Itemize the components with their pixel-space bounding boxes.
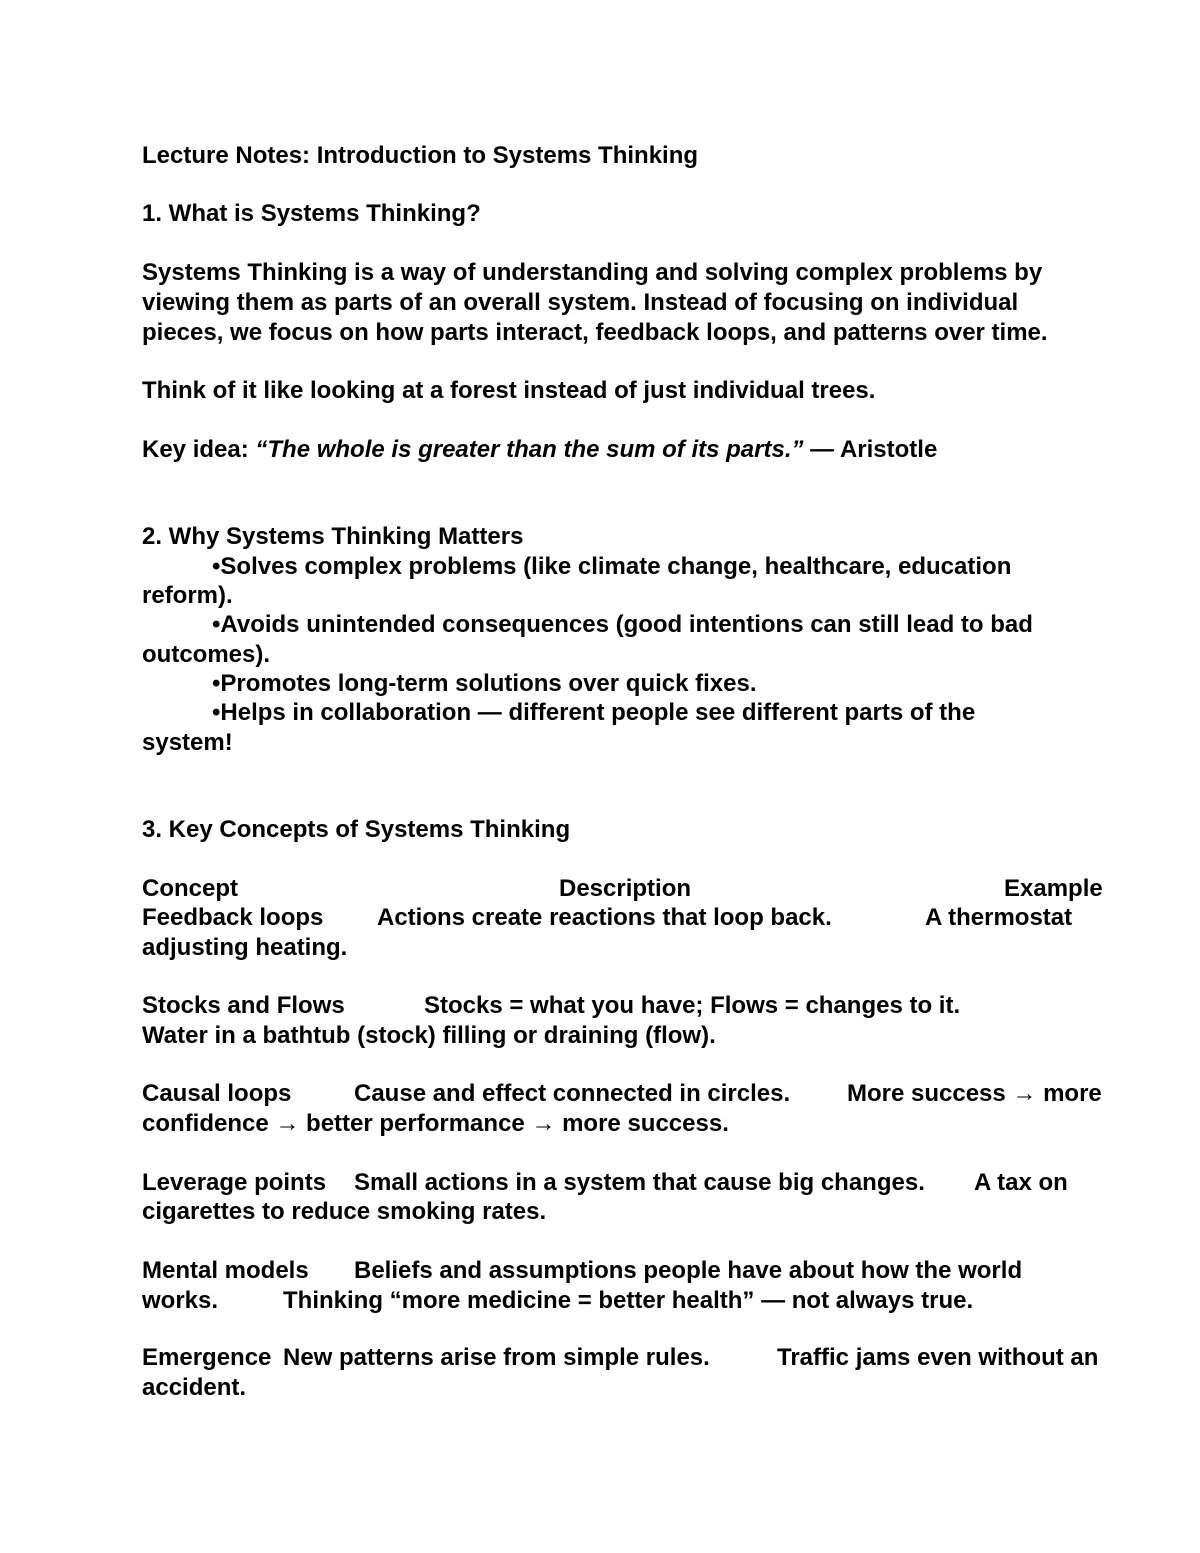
section1-paragraph-line-3: pieces, we focus on how parts interact, feedback loops, and patterns over time.: [142, 319, 1048, 346]
row-continuation-emergence: accident.: [142, 1374, 247, 1401]
section3-heading: 3. Key Concepts of Systems Thinking: [142, 816, 571, 843]
key-idea-label: Key idea:: [142, 436, 256, 463]
section2-heading: 2. Why Systems Thinking Matters: [142, 523, 524, 550]
section1-heading: 1. What is Systems Thinking?: [142, 200, 481, 227]
bullet-3-line-1: •Promotes long-term solutions over quick fixes.: [212, 670, 757, 697]
bullet-2-line-2: outcomes).: [142, 641, 271, 668]
row-concept-emergence: Emergence: [142, 1344, 272, 1371]
column-header-example: Example: [1004, 875, 1103, 902]
bullet-4-line-1: •Helps in collaboration — different people see different parts of the: [212, 699, 976, 726]
row-concept-mental-models: Mental models: [142, 1257, 309, 1284]
row-example-causal-loops: More success → more: [847, 1080, 1102, 1107]
row-concept-feedback-loops: Feedback loops: [142, 904, 324, 931]
row-example-feedback-loops: A thermostat: [925, 904, 1073, 931]
row-continuation-mental-models: works.: [142, 1287, 219, 1314]
row-continuation-leverage-points: cigarettes to reduce smoking rates.: [142, 1198, 547, 1225]
row-continuation-feedback-loops: adjusting heating.: [142, 934, 348, 961]
row-description-mental-models: Beliefs and assumptions people have about how the world: [354, 1257, 1023, 1284]
row-description-emergence: New patterns arise from simple rules.: [283, 1344, 710, 1371]
bullet-2-line-1: •Avoids unintended consequences (good intentions can still lead to bad: [212, 611, 1033, 638]
row-concept-leverage-points: Leverage points: [142, 1169, 327, 1196]
section1-analogy: Think of it like looking at a forest instead of just individual trees.: [142, 377, 876, 404]
key-idea-quote: “The whole is greater than the sum of its parts.”: [255, 436, 804, 463]
row-example-leverage-points: A tax on: [974, 1169, 1068, 1196]
row-description-leverage-points: Small actions in a system that cause big changes.: [354, 1169, 925, 1196]
bullet-1-line-1: •Solves complex problems (like climate change, healthcare, education: [212, 553, 1012, 580]
section1-paragraph-line-2: viewing them as parts of an overall system. Instead of focusing on individual: [142, 289, 1019, 316]
column-header-description: Description: [559, 875, 692, 902]
row-concept-stocks-and-flows: Stocks and Flows: [142, 992, 345, 1019]
row-example-mental-models: Thinking “more medicine = better health” — not always true.: [283, 1287, 974, 1314]
bullet-4-line-2: system!: [142, 729, 233, 756]
row-description-causal-loops: Cause and effect connected in circles.: [354, 1080, 791, 1107]
key-idea-line: [142, 435, 937, 465]
row-description-feedback-loops: Actions create reactions that loop back.: [377, 904, 832, 931]
key-idea-attribution: — Aristotle: [803, 436, 938, 463]
column-header-concept: Concept: [142, 875, 238, 902]
bullet-1-line-2: reform).: [142, 582, 233, 609]
row-continuation-stocks-and-flows: Water in a bathtub (stock) filling or draining (flow).: [142, 1022, 716, 1049]
document-title: Lecture Notes: Introduction to Systems Thinking: [142, 142, 699, 169]
row-concept-causal-loops: Causal loops: [142, 1080, 292, 1107]
row-continuation-causal-loops: confidence → better performance → more success.: [142, 1110, 729, 1137]
row-description-stocks-and-flows: Stocks = what you have; Flows = changes to it.: [424, 992, 961, 1019]
row-example-emergence: Traffic jams even without an: [777, 1344, 1099, 1371]
section1-paragraph-line-1: Systems Thinking is a way of understanding and solving complex problems by: [142, 259, 1043, 286]
